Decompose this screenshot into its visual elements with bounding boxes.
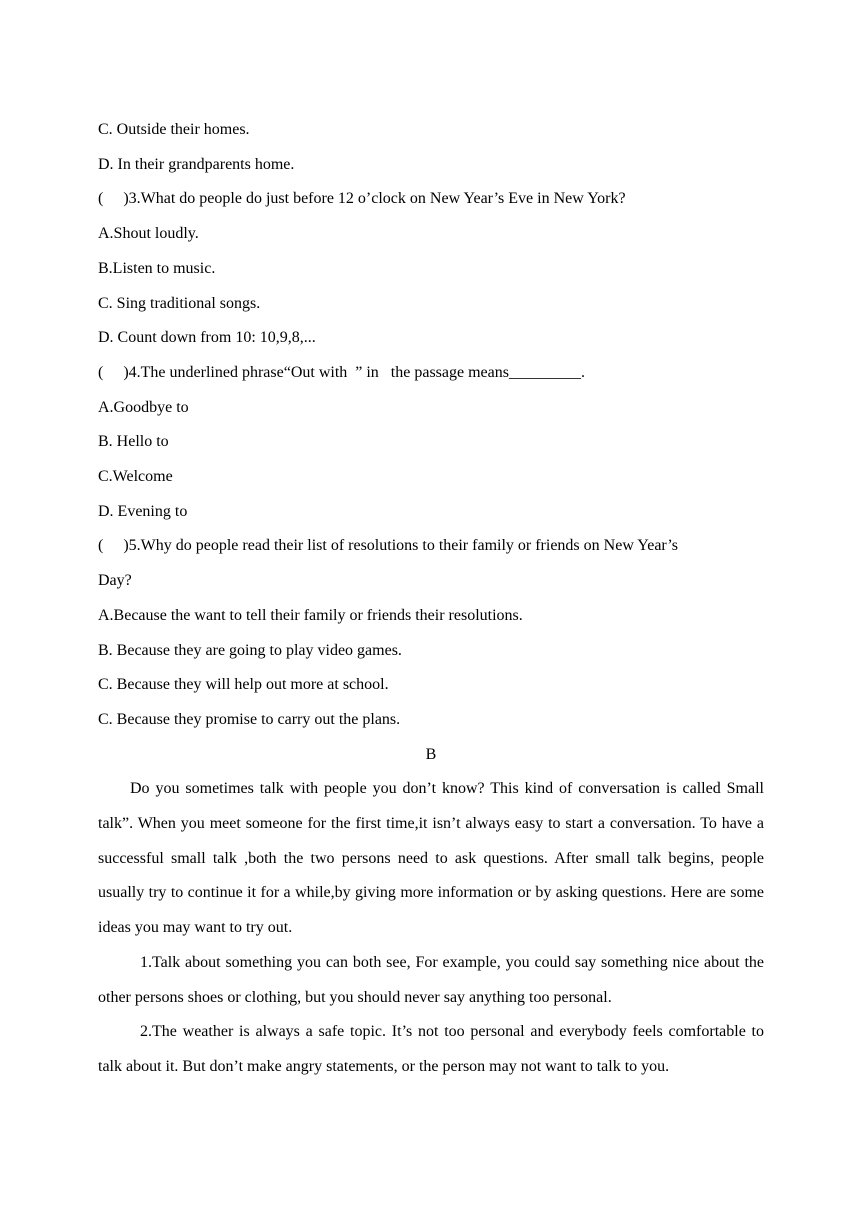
option-3c: C. Sing traditional songs. <box>98 294 261 312</box>
document-page <box>98 113 764 1085</box>
option-2c: C. Outside their homes. <box>98 121 250 138</box>
passage-tip-1: 1.Talk about something you can both see, For example, you could say something nice about the other persons shoes or clothing, but you should never say anything too personal. <box>98 953 764 1006</box>
passage-paragraph: Do you sometimes talk with people you don’t know? This kind of conversation is called Small talk”. When you meet someone for the first time,it isn’t always easy to start a conversation. To have a successful small talk ,both the two persons need to ask questions. After small talk begins, people usually try to continue it for a while,by giving more information or by asking questions. Here are some ideas you may want to try out. <box>98 780 764 937</box>
option-5b: B. Because they are going to play video games. <box>98 641 402 659</box>
option-5c: C. Because they will help out more at school. <box>98 676 389 694</box>
section-heading: B <box>425 745 437 763</box>
option-4c: C.Welcome <box>98 468 173 486</box>
option-3a: A.Shout loudly. <box>98 225 199 243</box>
option-4d: D. Evening to <box>98 502 188 520</box>
option-2d: D. In their grandparents home. <box>98 155 295 173</box>
passage-tip-2: 2.The weather is always a safe topic. It’s not too personal and everybody feels comfortable to talk about it. But don’t make angry statements, or the person may not want to talk to you. <box>98 1023 764 1075</box>
question-5-continued: Day? <box>98 572 132 590</box>
option-4a: A.Goodbye to <box>98 398 189 416</box>
option-4b: B. Hello to <box>98 433 169 451</box>
option-5a: A.Because the want to tell their family or friends their resolutions. <box>98 606 523 624</box>
option-3b: B.Listen to music. <box>98 259 216 277</box>
question-4: ( )4.The underlined phrase“Out with ” in the passage means_________. <box>98 363 585 381</box>
option-5d: C. Because they promise to carry out the plans. <box>98 710 401 728</box>
question-3: ( )3.What do people do just before 12 o’clock on New Year’s Eve in New York? <box>98 190 626 208</box>
question-5: ( )5.Why do people read their list of resolutions to their family or friends on New Year’s <box>98 537 679 555</box>
option-3d: D. Count down from 10: 10,9,8,... <box>98 329 316 347</box>
